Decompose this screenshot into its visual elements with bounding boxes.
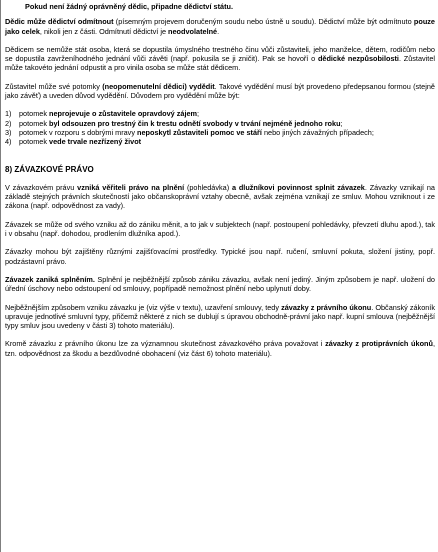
bold-text: závazky z protiprávních úkonů [325,339,433,349]
list-item: 3) potomek v rozporu s dobrými mravy neposkytl zůstaviteli pomoc ve stáří nebo jiných závažných případech; [5,127,374,137]
paragraph-obligation-change: Závazek se může od svého vzniku až do zániku měnit, a to jak v subjektech (např. postoupení pohledávky, převzetí dluhu apod.), tak i v obsahu (např. dohodou, prodlením dlužníka apod.). [5,219,435,239]
paragraph-inheritance-refusal: Dědic může dědictví odmítnout (písemným projevem doručeným soudu nebo ústně u soudu). Dědictví může být odmítnuto pouze jako celek, nikoli jen z části. Odmítnutí dědictví je neodvolatelné. [5,17,435,36]
list-item: 4) potomek vede trvale nezřízený život [5,137,142,147]
section-heading-obligations: 8) ZÁVAZKOVÉ PRÁVO [5,164,94,174]
bold-text: vzniká věřiteli právo na plnění [77,182,185,192]
bold-text: Dědic může dědictví odmítnout [5,17,114,27]
bold-text: (neopomenutelní dědici) vydědit [102,81,215,91]
paragraph-obligation-extinction: Závazek zaniká splněním. Splnění je nejběžnější způsob zániku závazku, avšak není jediný. Jiným způsobem je např. uložení do úřední úschovy nebo odstoupení od smlouvy, popřípadě nemožnost plnění nebo uplynutí doby. [5,274,435,294]
bold-text: neodvolatelné [168,26,218,36]
list-item: 1) potomek neprojevuje o zůstavitele opravdový zájem; [5,109,200,119]
bold-text: Závazek zaniká splněním. [5,274,95,284]
bold-text: závazky z právního úkonu [281,302,372,312]
bold-text: dědické nezpůsobilosti [317,54,399,64]
bold-text: a dlužníkovi povinnost splnit závazek [231,182,365,192]
bold-text: pouze jako celek [5,17,435,36]
paragraph-obligation-security: Závazky mohou být zajištěny různými zajišťovacími prostředky. Typické jsou např. ručení, smluvní pokuta, složení jistiny, popř. podzástavní právo. [5,247,435,266]
document-content [5,2,435,358]
disinheritance-reasons-list [5,109,435,146]
paragraph-unlawful-act-obligations: Kromě závazku z právního úkonu lze za významnou skutečnost závazkového práva považovat i závazky z protiprávních úkonů, tzn. odpovědnost za škodu a bezdůvodné obohacení (viz část 6) tohoto materiálu). [5,339,435,358]
paragraph-legal-act-obligations: Nejběžnějším způsobem vzniku závazku je (viz výše v textu), uzavření smlouvy, tedy závazky z právního úkonu. Občanský zákoník upravuje jednotlivé smluvní typy, přičemž některé z nich se dublují s úpravou obchodně-právní jako např. kupní smlouva (nejběžnější typy smluv jsou uvedeny v části 3) tohoto materiálu). [5,302,435,331]
paragraph-obligations-intro: V závazkovém právu vzniká věřiteli právo na plnění (pohledávka) a dlužníkovi povinnost splnit závazek. Závazky vznikají na základě stejných právních skutečností jako občanskoprávní vztahy obecně, avšak zejména vznikají ze smluv. Mohou vzniknout i ze zákona (např. odpovědnost za vady). [5,182,435,211]
heading-no-heir: Pokud není žádný oprávněný dědic, připadne dědictví státu. [25,2,234,11]
paragraph-disinheritance: Zůstavitel může své potomky (neopomenutelní dědici) vydědit. Takové vydědění musí být provedeno předepsanou formou (stejně jako závěť) a uveden důvod vydědění. Důvodem pro vydědění může být: [5,81,435,101]
list-item: 2) potomek byl odsouzen pro trestný čin k trestu odnětí svobody v trvání nejméně jednoho roku; [5,118,343,128]
paragraph-heir-incapacity: Dědicem se nemůže stát osoba, která se dopustila úmyslného trestného činu vůči zůstaviteli, jeho manželce, dětem, rodičům nebo se dopustila zavrženíhodného jednání vůči závěti (např. pokusila se ji zničit). Pak se hovoří o dědické nezpůsobilosti. Zůstavitel může takovéto jednání odpustit a pro vinila osoba se může stát dědicem. [5,44,435,73]
